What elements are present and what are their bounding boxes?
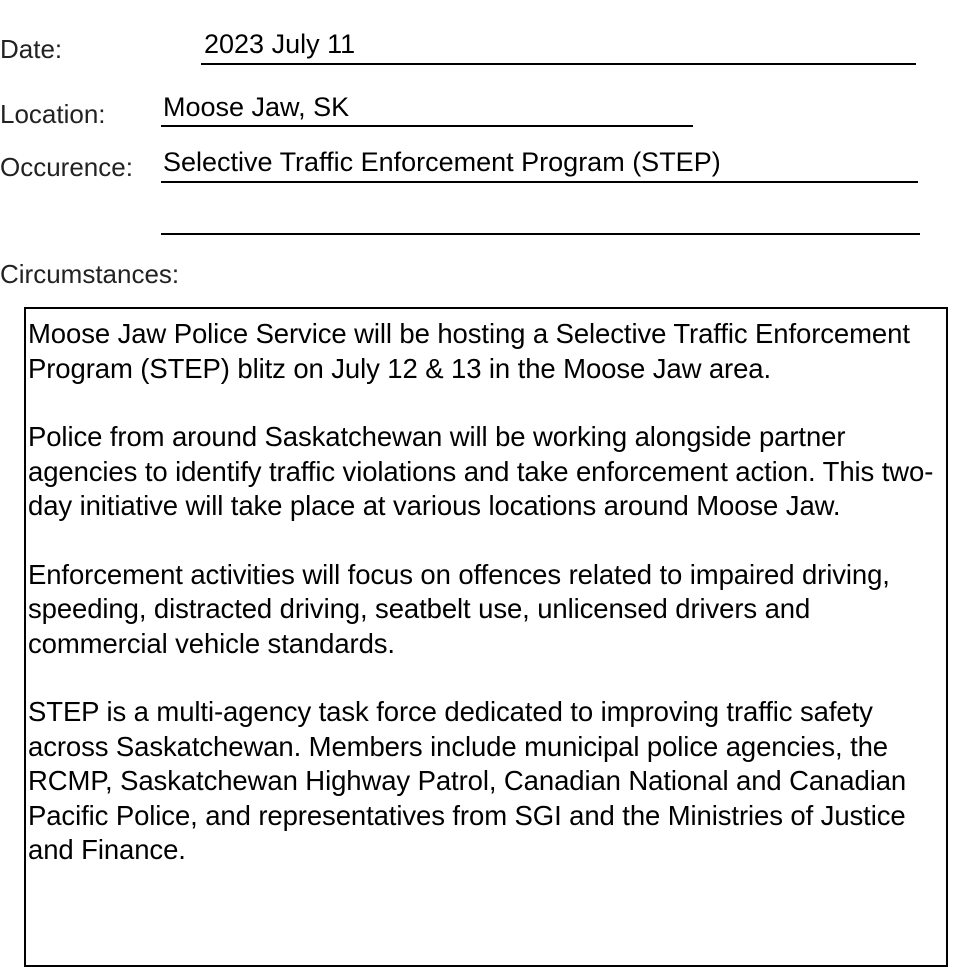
circumstances-paragraph-1: Moose Jaw Police Service will be hosting a Selective Traffic Enforcement Program (STEP) blitz on July 12 & 13 in the Moose Jaw area.	[28, 318, 910, 384]
date-underline	[201, 63, 916, 65]
occurrence-value: Selective Traffic Enforcement Program (STEP)	[163, 147, 721, 177]
occurrence-underline	[161, 181, 918, 183]
circumstances-box	[24, 307, 948, 967]
location-underline	[161, 125, 693, 127]
date-label: Date:	[0, 34, 63, 64]
location-label: Location:	[0, 99, 106, 129]
circumstances-paragraph-3: Enforcement activities will focus on offences related to impaired driving, speeding, distracted driving, seatbelt use, unlicensed drivers and commercial vehicle standards.	[28, 558, 890, 659]
location-value: Moose Jaw, SK	[163, 92, 350, 122]
circumstances-paragraph-2: Police from around Saskatchewan will be working alongside partner agencies to identify traffic violations and take enforcement action. This two-day initiative will take place at various locations around Moose Jaw.	[28, 421, 934, 521]
occurrence-label: Occurence:	[0, 152, 133, 182]
circumstances-paragraph-4: STEP is a multi-agency task force dedicated to improving traffic safety across Saskatchewan. Members include municipal police agencies, the RCMP, Saskatchewan Highway Patrol, Canadian National and Canadian Pacific Police, and representatives from SGI and the Ministries of Justice and Finance.	[28, 696, 907, 865]
occurrence-underline-2	[161, 233, 920, 235]
date-value: 2023 July 11	[204, 29, 356, 59]
circumstances-label: Circumstances:	[0, 259, 180, 289]
